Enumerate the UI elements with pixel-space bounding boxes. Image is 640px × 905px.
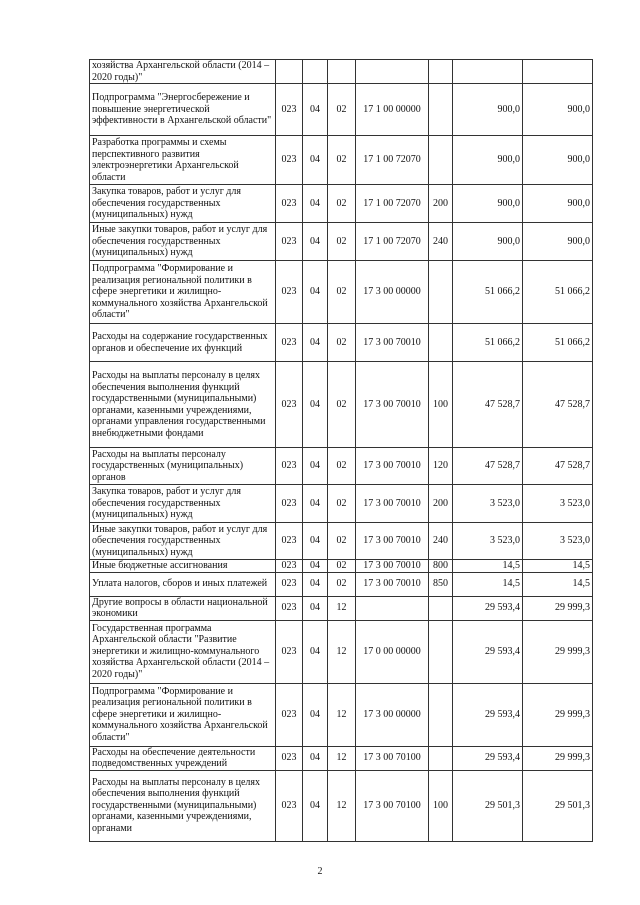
subsection-code-cell: [328, 60, 356, 84]
expense-type-cell: [429, 324, 453, 362]
ministry-code-cell: 023: [276, 362, 303, 448]
table-row: [90, 560, 593, 573]
expense-type-cell: 800: [429, 560, 453, 573]
amount-year-2-cell: 29 999,3: [523, 620, 593, 683]
section-code-cell: 04: [303, 324, 328, 362]
target-article-cell: 17 3 00 00000: [356, 683, 429, 746]
section-code-cell: 04: [303, 185, 328, 223]
target-article-cell: 17 3 00 70010: [356, 572, 429, 596]
amount-year-2-cell: 14,5: [523, 560, 593, 573]
expense-type-cell: [429, 683, 453, 746]
subsection-code-cell: 02: [328, 223, 356, 261]
amount-year-1-cell: 29 593,4: [453, 596, 523, 620]
row-name-cell: Закупка товаров, работ и услуг для обеспечения государственных (муниципальных) нужд: [90, 185, 276, 223]
section-code-cell: 04: [303, 261, 328, 324]
section-code-cell: 04: [303, 136, 328, 185]
ministry-code-cell: 023: [276, 485, 303, 523]
expense-type-cell: [429, 596, 453, 620]
subsection-code-cell: 02: [328, 560, 356, 573]
amount-year-1-cell: 29 593,4: [453, 746, 523, 770]
section-code-cell: 04: [303, 746, 328, 770]
expense-type-cell: [429, 261, 453, 324]
section-code-cell: 04: [303, 596, 328, 620]
amount-year-1-cell: 29 593,4: [453, 620, 523, 683]
subsection-code-cell: 02: [328, 485, 356, 523]
amount-year-1-cell: 900,0: [453, 84, 523, 136]
table-row: [90, 84, 593, 136]
section-code-cell: 04: [303, 770, 328, 841]
amount-year-2-cell: 29 999,3: [523, 683, 593, 746]
amount-year-2-cell: 29 501,3: [523, 770, 593, 841]
row-name-cell: Подпрограмма "Формирование и реализация региональной политики в сфере энергетики и жилищно-коммунального хозяйства Архангельской области": [90, 683, 276, 746]
row-name-cell: Подпрограмма "Энергосбережение и повышение энергетической эффективности в Архангельской области": [90, 84, 276, 136]
ministry-code-cell: 023: [276, 448, 303, 485]
table-row: [90, 770, 593, 841]
table-row: [90, 324, 593, 362]
expense-type-cell: [429, 60, 453, 84]
expense-type-cell: 200: [429, 485, 453, 523]
expense-type-cell: 100: [429, 770, 453, 841]
target-article-cell: 17 3 00 70010: [356, 324, 429, 362]
target-article-cell: 17 1 00 72070: [356, 185, 429, 223]
expense-type-cell: 240: [429, 523, 453, 560]
subsection-code-cell: 02: [328, 448, 356, 485]
amount-year-2-cell: 51 066,2: [523, 261, 593, 324]
row-name-cell: Уплата налогов, сборов и иных платежей: [90, 572, 276, 596]
target-article-cell: 17 3 00 70010: [356, 560, 429, 573]
section-code-cell: 04: [303, 620, 328, 683]
section-code-cell: 04: [303, 448, 328, 485]
expense-type-cell: [429, 620, 453, 683]
row-name-cell: Иные закупки товаров, работ и услуг для обеспечения государственных (муниципальных) нужд: [90, 223, 276, 261]
amount-year-2-cell: 900,0: [523, 223, 593, 261]
section-code-cell: 04: [303, 362, 328, 448]
target-article-cell: 17 3 00 70010: [356, 485, 429, 523]
amount-year-2-cell: 3 523,0: [523, 523, 593, 560]
section-code-cell: 04: [303, 560, 328, 573]
row-name-cell: Расходы на выплаты персоналу в целях обеспечения выполнения функций государственными (муниципальными) органами, казенными учреждениями, органами управления государственными внебюджетными фондами: [90, 362, 276, 448]
amount-year-1-cell: 3 523,0: [453, 523, 523, 560]
ministry-code-cell: 023: [276, 683, 303, 746]
expense-type-cell: 100: [429, 362, 453, 448]
table-row: [90, 746, 593, 770]
subsection-code-cell: 02: [328, 572, 356, 596]
ministry-code-cell: 023: [276, 770, 303, 841]
row-name-cell: Иные бюджетные ассигнования: [90, 560, 276, 573]
expense-type-cell: 850: [429, 572, 453, 596]
ministry-code-cell: 023: [276, 523, 303, 560]
table-row: [90, 596, 593, 620]
amount-year-1-cell: 51 066,2: [453, 324, 523, 362]
ministry-code-cell: 023: [276, 185, 303, 223]
amount-year-2-cell: 900,0: [523, 185, 593, 223]
amount-year-1-cell: [453, 60, 523, 84]
ministry-code-cell: 023: [276, 572, 303, 596]
table-row: [90, 448, 593, 485]
row-name-cell: Подпрограмма "Формирование и реализация региональной политики в сфере энергетики и жилищно-коммунального хозяйства Архангельской области": [90, 261, 276, 324]
subsection-code-cell: 02: [328, 84, 356, 136]
subsection-code-cell: 02: [328, 523, 356, 560]
table-row: [90, 485, 593, 523]
subsection-code-cell: 12: [328, 683, 356, 746]
amount-year-1-cell: 3 523,0: [453, 485, 523, 523]
ministry-code-cell: [276, 60, 303, 84]
table-row: [90, 185, 593, 223]
target-article-cell: 17 1 00 72070: [356, 223, 429, 261]
subsection-code-cell: 02: [328, 324, 356, 362]
ministry-code-cell: 023: [276, 223, 303, 261]
amount-year-2-cell: 900,0: [523, 84, 593, 136]
table-row: [90, 223, 593, 261]
amount-year-2-cell: 47 528,7: [523, 362, 593, 448]
expense-type-cell: 240: [429, 223, 453, 261]
target-article-cell: 17 1 00 00000: [356, 84, 429, 136]
expense-type-cell: [429, 136, 453, 185]
section-code-cell: [303, 60, 328, 84]
row-name-cell: Иные закупки товаров, работ и услуг для обеспечения государственных (муниципальных) нужд: [90, 523, 276, 560]
amount-year-1-cell: 29 593,4: [453, 683, 523, 746]
amount-year-2-cell: [523, 60, 593, 84]
ministry-code-cell: 023: [276, 261, 303, 324]
section-code-cell: 04: [303, 572, 328, 596]
target-article-cell: 17 3 00 70010: [356, 362, 429, 448]
row-name-cell: Расходы на обеспечение деятельности подведомственных учреждений: [90, 746, 276, 770]
budget-table-body: [90, 60, 593, 842]
amount-year-1-cell: 29 501,3: [453, 770, 523, 841]
subsection-code-cell: 12: [328, 596, 356, 620]
section-code-cell: 04: [303, 523, 328, 560]
subsection-code-cell: 12: [328, 620, 356, 683]
target-article-cell: 17 1 00 72070: [356, 136, 429, 185]
row-name-cell: Государственная программа Архангельской области "Развитие энергетики и жилищно-коммунального хозяйства Архангельской области (2014 – 2020 годы)": [90, 620, 276, 683]
ministry-code-cell: 023: [276, 596, 303, 620]
row-name-cell: хозяйства Архангельской области (2014 – 2020 годы)": [90, 60, 276, 84]
table-row: [90, 620, 593, 683]
budget-table: [89, 59, 593, 842]
table-row: [90, 60, 593, 84]
amount-year-1-cell: 51 066,2: [453, 261, 523, 324]
amount-year-2-cell: 51 066,2: [523, 324, 593, 362]
row-name-cell: Расходы на выплаты персоналу в целях обеспечения выполнения функций государственными (муниципальными) органами, казенными учреждениями, органами: [90, 770, 276, 841]
amount-year-1-cell: 900,0: [453, 136, 523, 185]
table-row: [90, 683, 593, 746]
row-name-cell: Закупка товаров, работ и услуг для обеспечения государственных (муниципальных) нужд: [90, 485, 276, 523]
expense-type-cell: [429, 84, 453, 136]
expense-type-cell: 200: [429, 185, 453, 223]
target-article-cell: 17 3 00 70010: [356, 523, 429, 560]
subsection-code-cell: 02: [328, 261, 356, 324]
section-code-cell: 04: [303, 485, 328, 523]
ministry-code-cell: 023: [276, 746, 303, 770]
page-number: 2: [317, 866, 323, 877]
section-code-cell: 04: [303, 223, 328, 261]
table-row: [90, 362, 593, 448]
subsection-code-cell: 12: [328, 746, 356, 770]
amount-year-1-cell: 47 528,7: [453, 362, 523, 448]
section-code-cell: 04: [303, 683, 328, 746]
target-article-cell: [356, 596, 429, 620]
section-code-cell: 04: [303, 84, 328, 136]
table-row: [90, 572, 593, 596]
row-name-cell: Другие вопросы в области национальной экономики: [90, 596, 276, 620]
amount-year-1-cell: 14,5: [453, 572, 523, 596]
subsection-code-cell: 02: [328, 136, 356, 185]
target-article-cell: [356, 60, 429, 84]
row-name-cell: Разработка программы и схемы перспективного развития электроэнергетики Архангельской области: [90, 136, 276, 185]
subsection-code-cell: 02: [328, 362, 356, 448]
amount-year-1-cell: 900,0: [453, 223, 523, 261]
amount-year-1-cell: 900,0: [453, 185, 523, 223]
table-row: [90, 261, 593, 324]
amount-year-2-cell: 47 528,7: [523, 448, 593, 485]
target-article-cell: 17 3 00 00000: [356, 261, 429, 324]
row-name-cell: Расходы на содержание государственных органов и обеспечение их функций: [90, 324, 276, 362]
amount-year-2-cell: 14,5: [523, 572, 593, 596]
ministry-code-cell: 023: [276, 136, 303, 185]
amount-year-2-cell: 29 999,3: [523, 596, 593, 620]
amount-year-2-cell: 3 523,0: [523, 485, 593, 523]
amount-year-1-cell: 14,5: [453, 560, 523, 573]
ministry-code-cell: 023: [276, 620, 303, 683]
target-article-cell: 17 3 00 70100: [356, 746, 429, 770]
amount-year-2-cell: 29 999,3: [523, 746, 593, 770]
target-article-cell: 17 0 00 00000: [356, 620, 429, 683]
ministry-code-cell: 023: [276, 84, 303, 136]
amount-year-1-cell: 47 528,7: [453, 448, 523, 485]
target-article-cell: 17 3 00 70010: [356, 448, 429, 485]
subsection-code-cell: 12: [328, 770, 356, 841]
table-row: [90, 136, 593, 185]
ministry-code-cell: 023: [276, 560, 303, 573]
ministry-code-cell: 023: [276, 324, 303, 362]
table-row: [90, 523, 593, 560]
expense-type-cell: 120: [429, 448, 453, 485]
target-article-cell: 17 3 00 70100: [356, 770, 429, 841]
subsection-code-cell: 02: [328, 185, 356, 223]
row-name-cell: Расходы на выплаты персоналу государственных (муниципальных) органов: [90, 448, 276, 485]
amount-year-2-cell: 900,0: [523, 136, 593, 185]
expense-type-cell: [429, 746, 453, 770]
